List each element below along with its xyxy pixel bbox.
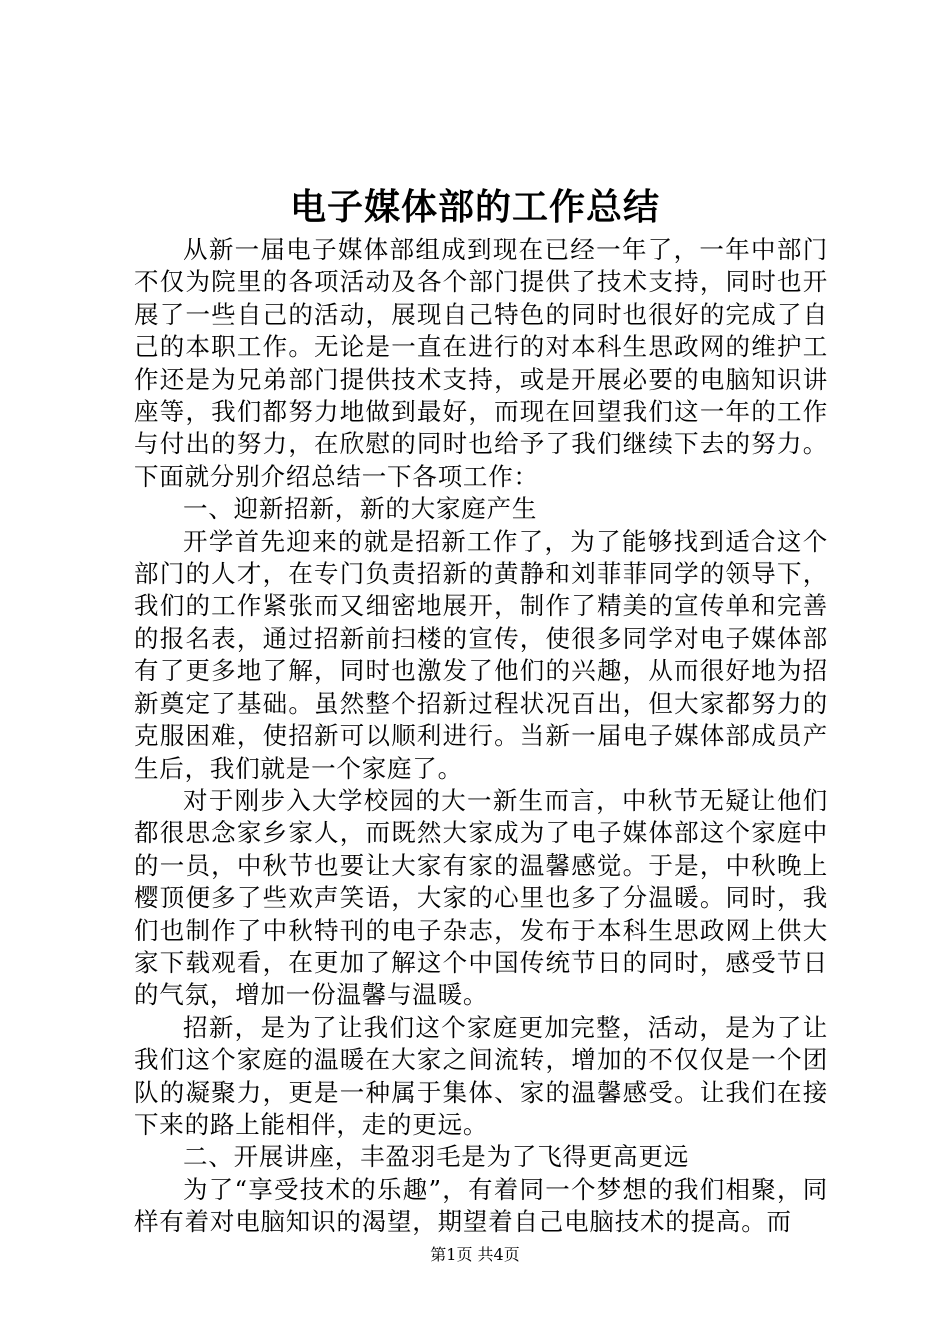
lecture-paragraph: 为了“享受技术的乐趣”，有着同一个梦想的我们相聚，同样有着对电脑知识的渴望，期望着自己电脑技术的提高。而 (134, 1174, 828, 1237)
recruitment-paragraph: 开学首先迎来的就是招新工作了，为了能够找到适合这个部门的人才，在专门负责招新的黄静和刘菲菲同学的领导下，我们的工作紧张而又细密地展开，制作了精美的宣传单和完善的报名表，通过招新前扫楼的宣传，使很多同学对电子媒体部有了更多地了解，同时也激发了他们的兴趣，从而很好地为招新奠定了基础。虽然整个招新过程状况百出，但大家都努力的克服困难，使招新可以顺利进行。当新一届电子媒体部成员产生后，我们就是一个家庭了。 (134, 526, 828, 783)
intro-paragraph: 从新一届电子媒体部组成到现在已经一年了，一年中部门不仅为院里的各项活动及各个部门提供了技术支持，同时也开展了一些自己的活动，展现自己特色的同时也很好的完成了自己的本职工作。无论是一直在进行的对本科生思政网的维护工作还是为兄弟部门提供技术支持，或是开展必要的电脑知识讲座等，我们都努力地做到最好，而现在回望我们这一年的工作与付出的努力，在欣慰的同时也给予了我们继续下去的努力。下面就分别介绍总结一下各项工作： (134, 235, 828, 491)
mid-autumn-paragraph: 对于刚步入大学校园的大一新生而言，中秋节无疑让他们都很思念家乡家人，而既然大家成为了电子媒体部这个家庭中的一员，中秋节也要让大家有家的温馨感觉。于是，中秋晚上樱顶便多了些欢声笑语，大家的心里也多了分温暖。同时，我们也制作了中秋特刊的电子杂志，发布于本科生思政网上供大家下载观看，在更加了解这个中国传统节日的同时，感受节日的气氛，增加一份温馨与温暖。 (134, 785, 828, 1010)
page-title: 电子媒体部的工作总结 (289, 186, 660, 228)
section-heading-2: 二、开展讲座，丰盈羽毛是为了飞得更高更远 (183, 1142, 689, 1172)
section-heading-1: 一、迎新招新，新的大家庭产生 (183, 494, 538, 524)
document-body (134, 234, 828, 1239)
page-number: 第1页 共4页 (430, 1245, 520, 1264)
family-paragraph: 招新，是为了让我们这个家庭更加完整，活动，是为了让我们这个家庭的温暖在大家之间流转，增加的不仅仅是一个团队的凝聚力，更是一种属于集体、家的温馨感受。让我们在接下来的路上能相伴，走的更远。 (134, 1012, 828, 1139)
